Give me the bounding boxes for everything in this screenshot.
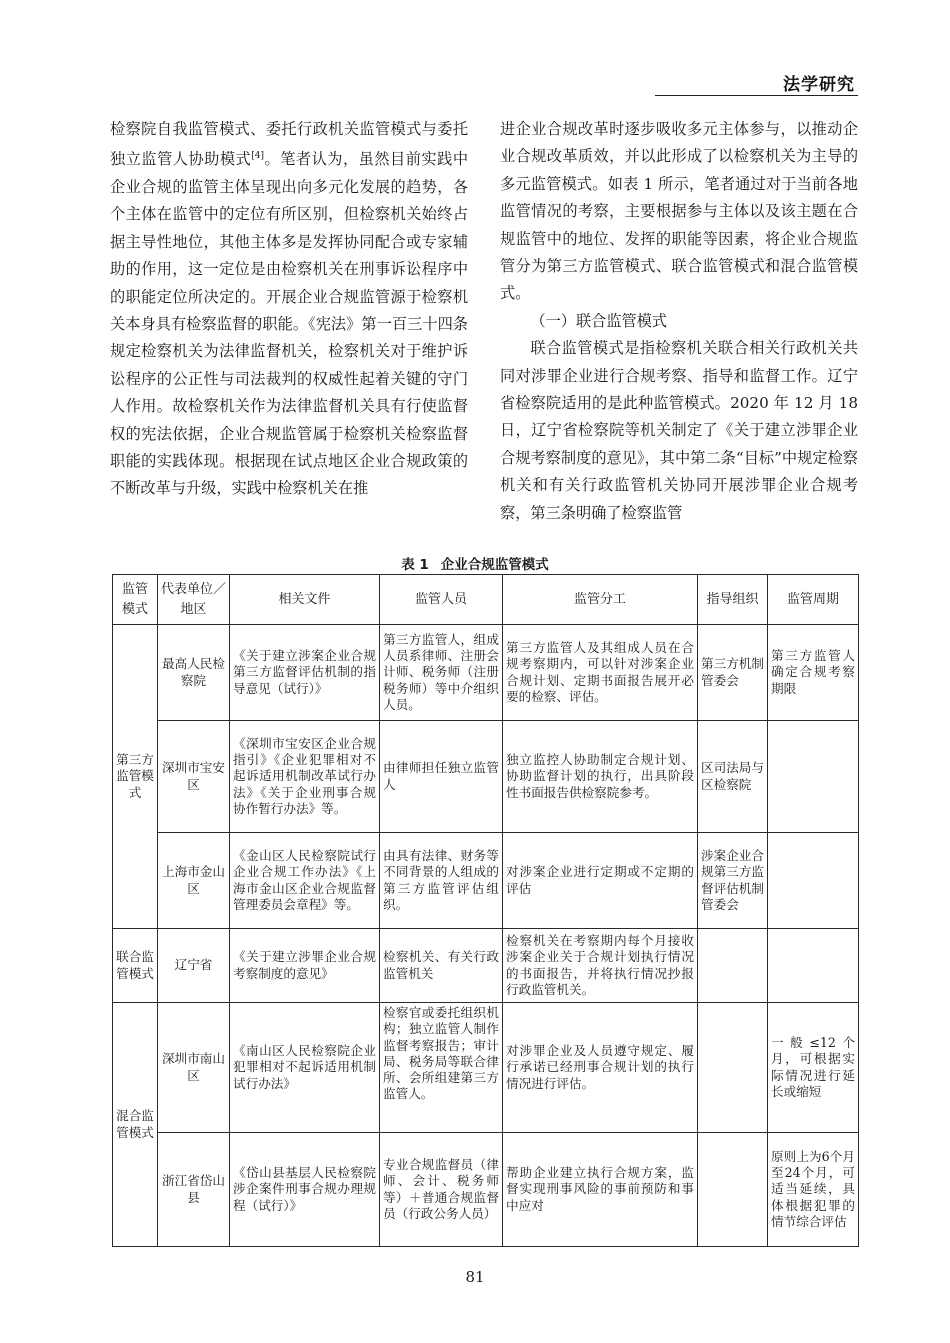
division-cell: 检察机关在考察期内每个月接收涉案企业关于合规计划执行情况的书面报告，并将执行情况抄报行政监管机关。 xyxy=(503,929,698,1003)
division-cell: 对涉案企业进行定期或不定期的评估 xyxy=(503,833,698,929)
staff-cell: 由具有法律、财务等不同背景的人组成的第三方监管评估组织。 xyxy=(380,833,503,929)
staff-cell: 由律师担任独立监管人 xyxy=(380,721,503,833)
mode-cell: 联合监管模式 xyxy=(113,929,158,1003)
division-cell: 帮助企业建立执行合规方案，监督实现刑事风险的事前预防和事中应对 xyxy=(503,1133,698,1247)
guide-cell xyxy=(698,1133,768,1247)
guide-cell: 第三方机制管委会 xyxy=(698,625,768,721)
period-cell: 原则上为6个月至24个月，可适当延续，具体根据犯罪的情节综合评估 xyxy=(768,1133,859,1247)
col-header: 监管模式 xyxy=(113,575,158,625)
left-paragraph-start: 检察院自我监管模式、委托行政机关监管模式与委托独立监管人协助模式 xyxy=(110,120,468,169)
unit-cell: 最高人民检察院 xyxy=(158,625,230,721)
doc-cell: 《金山区人民检察院试行企业合规工作办法》《上海市金山区企业合规监督管理委员会章程》等。 xyxy=(230,833,380,929)
table-row xyxy=(113,625,859,721)
doc-cell: 《深圳市宝安区企业合规指引》《企业犯罪相对不起诉适用机制改革试行办法》《关于企业刑事合规协作暂行办法》等。 xyxy=(230,721,380,833)
left-paragraph-rest: 。笔者认为，虽然目前实践中企业合规的监管主体呈现出向多元化发展的趋势，各个主体在监管中的定位有所区别，但检察机关始终占据主导性地位，其他主体多是发挥协同配合或专家辅助的作用，这一定位是由检察机关在刑事诉讼程序中的职能定位所决定的。开展企业合规监管源于检察机关本身具有检察监督的职能。《宪法》第一百三十四条规定检察机关为法律监督机关，检察机关对于维护诉讼程序的公正性与司法裁判的权威性起着关键的守门人作用。故检察机关作为法律监督机关具有行使监督权的宪法依据，企业合规监管属于检察机关检察监督职能的实践体现。根据现在试点地区企业合规政策的不断改革与升级，实践中检察机关在推 xyxy=(110,150,469,498)
journal-title: 法学研究 xyxy=(783,75,855,95)
col-header: 代表单位／地区 xyxy=(158,575,230,625)
unit-cell: 辽宁省 xyxy=(158,929,230,1003)
period-cell: 第三方监管人确定合规考察期限 xyxy=(768,625,859,721)
col-header: 指导组织 xyxy=(698,575,768,625)
staff-cell: 检察机关、有关行政监管机关 xyxy=(380,929,503,1003)
unit-cell: 深圳市宝安区 xyxy=(158,721,230,833)
table-row xyxy=(113,1133,859,1247)
staff-cell: 第三方监管人，组成人员系律师、注册会计师、税务师（注册税务师）等中介组织人员。 xyxy=(380,625,503,721)
left-column xyxy=(110,116,468,503)
table-row xyxy=(113,929,859,1003)
mode-cell: 第三方监管模式 xyxy=(113,625,158,929)
col-header: 监管分工 xyxy=(503,575,698,625)
guide-cell: 涉案企业合规第三方监督评估机制管委会 xyxy=(698,833,768,929)
doc-cell: 《岱山县基层人民检察院涉企案件刑事合规办理规程（试行）》 xyxy=(230,1133,380,1247)
unit-cell: 上海市金山区 xyxy=(158,833,230,929)
header-rule xyxy=(655,95,858,96)
citation-marker: [4] xyxy=(251,151,264,162)
guide-cell xyxy=(698,1003,768,1133)
col-header: 相关文件 xyxy=(230,575,380,625)
right-paragraph-2: 联合监管模式是指检察机关联合相关行政机关共同对涉罪企业进行合规考察、指导和监督工作。辽宁省检察院适用的是此种监管模式。2020 年 12 月 18 日，辽宁省检察院等机关制定了《关于建立涉罪企业合规考察制度的意见》，其中第二条“目标”中规定检察机关和有关行政监管机关协同开展涉罪企业合规考察，第三条明确了检察监管 xyxy=(500,339,858,522)
division-cell: 独立监控人协助制定合规计划、协助监督计划的执行，出具阶段性书面报告供检察院参考。 xyxy=(503,721,698,833)
doc-cell: 《关于建立涉罪企业合规考察制度的意见》 xyxy=(230,929,380,1003)
division-cell: 第三方监管人及其组成人员在合规考察期内，可以针对涉案企业合规计划、定期书面报告展开必要的检察、评估。 xyxy=(503,625,698,721)
unit-cell: 深圳市南山区 xyxy=(158,1003,230,1133)
col-header: 监管人员 xyxy=(380,575,503,625)
page-number: 81 xyxy=(465,1268,485,1286)
doc-cell: 《关于建立涉案企业合规第三方监督评估机制的指导意见（试行）》 xyxy=(230,625,380,721)
table-row xyxy=(113,1003,859,1133)
staff-cell: 检察官或委托组织机构；独立监管人制作监督考察报告；审计局、税务局等联合律所、会所组建第三方监管人。 xyxy=(380,1003,503,1133)
guide-cell xyxy=(698,929,768,1003)
division-cell: 对涉罪企业及人员遵守规定、履行承诺已经刑事合规计划的执行情况进行评估。 xyxy=(503,1003,698,1133)
right-column xyxy=(500,116,858,527)
period-cell xyxy=(768,929,859,1003)
section-heading: （一）联合监管模式 xyxy=(530,311,668,330)
right-paragraph-1: 进企业合规改革时逐步吸收多元主体参与，以推动企业合规改革质效，并以此形成了以检察机关为主导的多元监管模式。如表 1 所示，笔者通过对于当前各地监管情况的考察，主要根据参与主体以及该主题在合规监管中的地位、发挥的职能等因素，将企业合规监管分为第三方监管模式、联合监管模式和混合监管模式。 xyxy=(500,120,858,303)
table-header-row xyxy=(113,575,859,625)
unit-cell: 浙江省岱山县 xyxy=(158,1133,230,1247)
period-cell: 一般≤12个月，可根据实际情况进行延长或缩短 xyxy=(768,1003,859,1133)
period-cell xyxy=(768,721,859,833)
table-number: 表 1 xyxy=(401,557,429,573)
doc-cell: 《南山区人民检察院企业犯罪相对不起诉适用机制试行办法》 xyxy=(230,1003,380,1133)
table-row xyxy=(113,833,859,929)
mode-cell: 混合监管模式 xyxy=(113,1003,158,1247)
guide-cell: 区司法局与区检察院 xyxy=(698,721,768,833)
supervision-mode-table xyxy=(112,574,859,1247)
table-title: 企业合规监管模式 xyxy=(440,557,549,573)
staff-cell: 专业合规监督员（律师、会计、税务师等）＋普通合规监督员（行政公务人员） xyxy=(380,1133,503,1247)
left-paragraph xyxy=(110,116,468,503)
table-row xyxy=(113,721,859,833)
table-caption xyxy=(0,553,950,573)
period-cell xyxy=(768,833,859,929)
col-header: 监管周期 xyxy=(768,575,859,625)
